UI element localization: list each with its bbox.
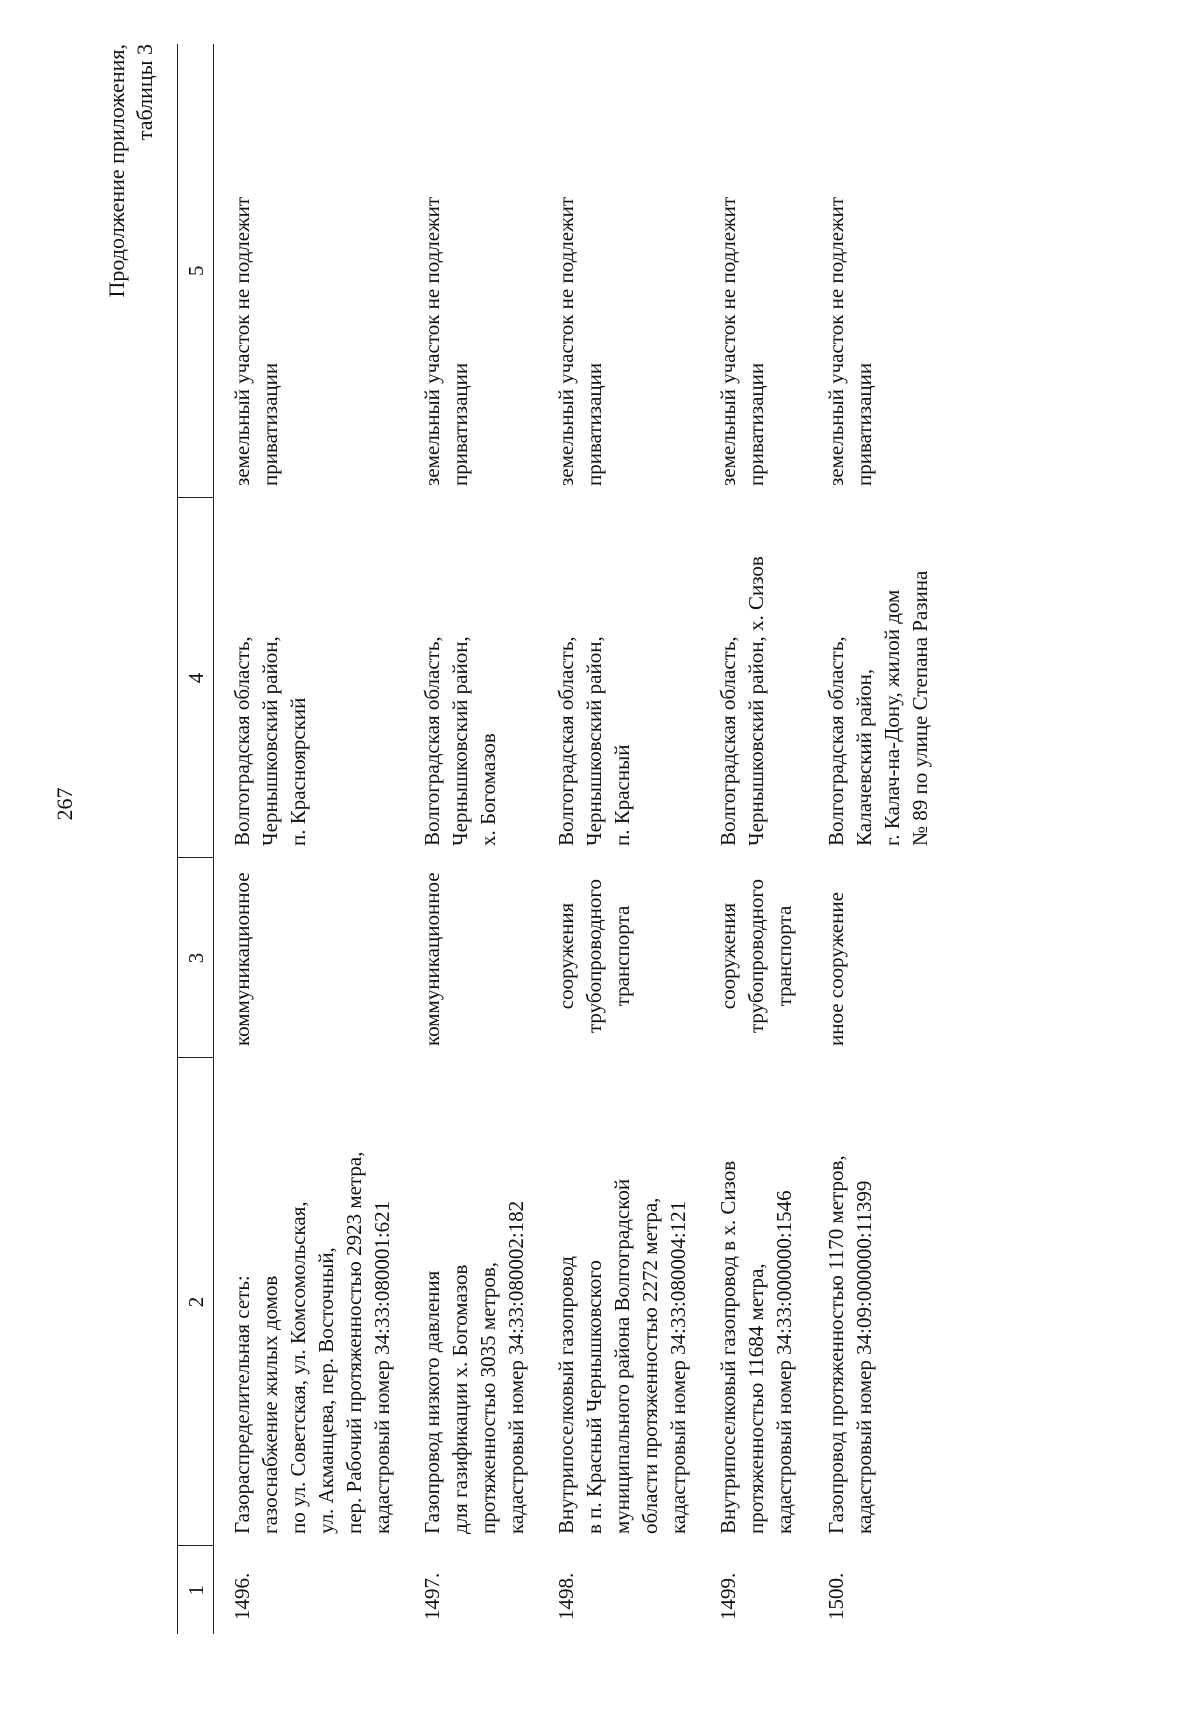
object-note: земельный участок не подлежит приватизации [230,196,282,486]
object-type: сооружения трубопроводного транспорта [716,879,796,1033]
object-name: Газораспределительная сеть: газоснабжение жилых домов по ул. Советская, ул. Комсомольская, ул. Акманцева, пер. Восточный, пер. Рабочий протяженностью 2923 метра, кадастровый номер 34:33:080001:621 [230,1151,394,1534]
row-number: 1499. [716,1572,740,1620]
object-name: Газопровод протяженностью 1170 метров, кадастровый номер 34:09:000000:11399 [824,1155,876,1534]
column-header-2: 2 [178,1058,214,1546]
continuation-line-2: таблицы 3 [132,44,157,141]
object-address: Волгоградская область, Чернышковский район, п. Красный [554,636,634,846]
object-type: сооружения трубопроводного транспорта [554,879,634,1033]
objects-table [177,44,950,1634]
object-note: земельный участок не подлежит приватизации [554,196,606,486]
table-row [214,44,405,1634]
object-note: земельный участок не подлежит приватизации [420,196,472,486]
column-header-3: 3 [178,858,214,1058]
object-name: Газопровод низкого давления для газификации х. Богомазов протяженностью 3035 метров, кадастровый номер 34:33:080002:182 [420,1200,528,1534]
object-address: Волгоградская область, Чернышковский район, х. Сизов [716,556,768,846]
object-type: коммуникационное [420,872,444,1046]
row-number: 1500. [824,1572,848,1620]
table-row [538,44,700,1634]
table-row [404,44,538,1634]
object-note: земельный участок не подлежит приватизации [716,196,768,486]
object-address: Волгоградская область, Чернышковский район, п. Красноярский [230,636,310,846]
row-number: 1497. [420,1572,444,1620]
object-note: земельный участок не подлежит приватизации [824,196,876,486]
table-row [808,44,950,1634]
column-header-1: 1 [178,1546,214,1634]
row-number: 1498. [554,1572,578,1620]
column-header-4: 4 [178,498,214,858]
table-header-row [178,44,214,1634]
object-address: Волгоградская область, Чернышковский район, х. Богомазов [420,636,500,846]
column-header-5: 5 [178,44,214,498]
table-row [700,44,808,1634]
page-number: 267 [52,787,77,821]
object-type: иное сооружение [824,892,848,1046]
object-name: Внутрипоселковый газопровод в х. Сизов протяженностью 11684 метра, кадастровый номер 34:33:000000:1546 [716,1160,796,1534]
continuation-note [103,44,159,297]
continuation-line-1: Продолжение приложения, [104,44,129,298]
object-name: Внутрипоселковый газопровод в п. Красный Чернышковского муниципального района Волгоградской области протяженностью 2272 метра, кадастровый номер 34:33:080004:121 [554,1178,690,1534]
object-address: Волгоградская область, Калачевский район, г. Калач-на-Дону, жилой дом № 89 по улице Степана Разина [824,570,932,846]
object-type: коммуникационное [230,872,254,1046]
row-number: 1496. [230,1572,254,1620]
